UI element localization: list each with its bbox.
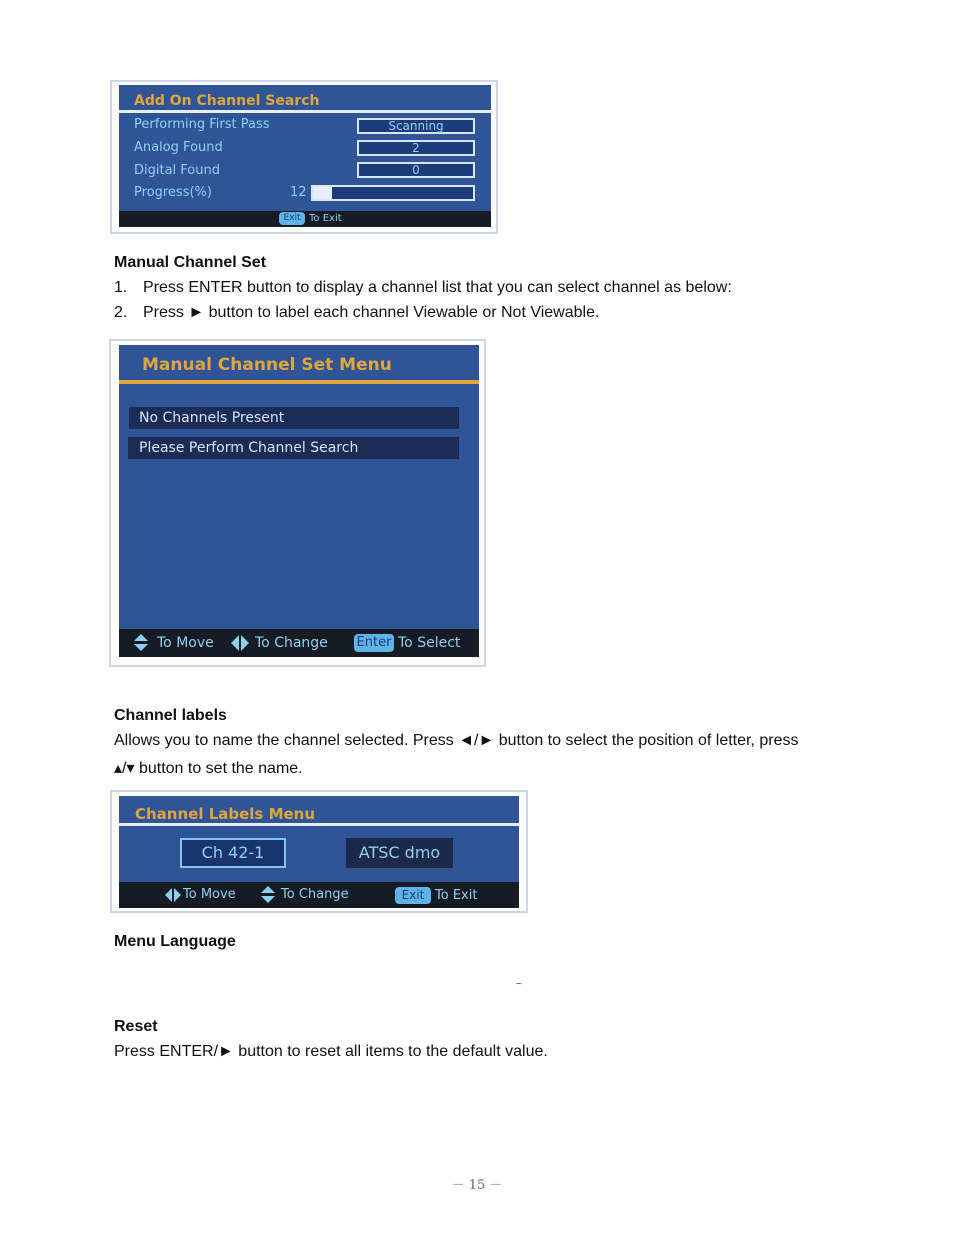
row-label: Digital Found <box>134 163 220 178</box>
progress-fill <box>313 187 332 199</box>
title-underline <box>119 380 479 384</box>
section-heading-language: Menu Language <box>114 933 236 950</box>
up-down-arrow-icon <box>261 886 275 903</box>
footer-move: To Move <box>157 635 214 651</box>
title-underline <box>119 110 491 113</box>
row-value-box: 2 <box>357 140 475 156</box>
left-right-arrow-icon <box>231 635 249 651</box>
osd-footer <box>119 629 479 657</box>
labels-paragraph-line2: ▴/▾ button to set the name. <box>114 760 303 777</box>
reset-paragraph: Press ENTER/► button to reset all items to the default value. <box>114 1043 548 1060</box>
exit-key: Exit <box>279 212 305 225</box>
section-heading-manual: Manual Channel Set <box>114 254 267 271</box>
footer-text: To Exit <box>309 213 342 224</box>
labels-paragraph-line1: Allows you to name the channel selected. Press ◄/► button to select the position of letter, press <box>114 732 799 749</box>
stray-mark: ~ <box>516 979 522 990</box>
manual-channel-set-osd <box>119 345 479 657</box>
footer-change: To Change <box>255 635 328 651</box>
osd-title: Manual Channel Set Menu <box>142 355 392 375</box>
channel-labels-osd <box>119 796 519 908</box>
row-value-box: Scanning <box>357 118 475 134</box>
list-number: 2. <box>114 304 128 321</box>
progress-label: Progress(%) <box>134 185 212 200</box>
channel-number-field[interactable]: Ch 42-1 <box>180 838 286 868</box>
row-label: Analog Found <box>134 140 223 155</box>
up-down-arrow-icon <box>134 634 148 652</box>
footer-select: To Select <box>398 635 461 651</box>
channel-name-field[interactable]: ATSC dmo <box>346 838 453 868</box>
add-on-search-osd <box>119 85 491 227</box>
message-text: No Channels Present <box>139 410 285 426</box>
osd-footer <box>119 211 491 227</box>
footer-change: To Change <box>281 887 349 902</box>
row-label: Performing First Pass <box>134 117 270 132</box>
osd-title: Add On Channel Search <box>134 93 320 109</box>
osd-title: Channel Labels Menu <box>135 805 316 823</box>
list-item: Press ENTER button to display a channel list that you can select channel as below: <box>143 279 732 296</box>
title-underline <box>119 823 519 826</box>
progress-bar <box>311 185 475 201</box>
message-row <box>128 437 459 459</box>
footer-move: To Move <box>183 887 236 902</box>
left-right-arrow-icon <box>165 888 181 902</box>
footer-exit: To Exit <box>435 888 478 903</box>
page-number: － 15 － <box>451 1178 503 1193</box>
enter-key: Enter <box>354 634 394 652</box>
osd-footer <box>119 882 519 908</box>
section-heading-labels: Channel labels <box>114 707 227 724</box>
exit-key: Exit <box>395 887 431 904</box>
list-item: Press ► button to label each channel Viewable or Not Viewable. <box>143 304 600 321</box>
list-number: 1. <box>114 279 128 296</box>
section-heading-reset: Reset <box>114 1018 158 1035</box>
message-row <box>129 407 459 429</box>
message-text: Please Perform Channel Search <box>139 440 359 456</box>
row-value-box: 0 <box>357 162 475 178</box>
progress-value: 12 <box>290 185 307 200</box>
